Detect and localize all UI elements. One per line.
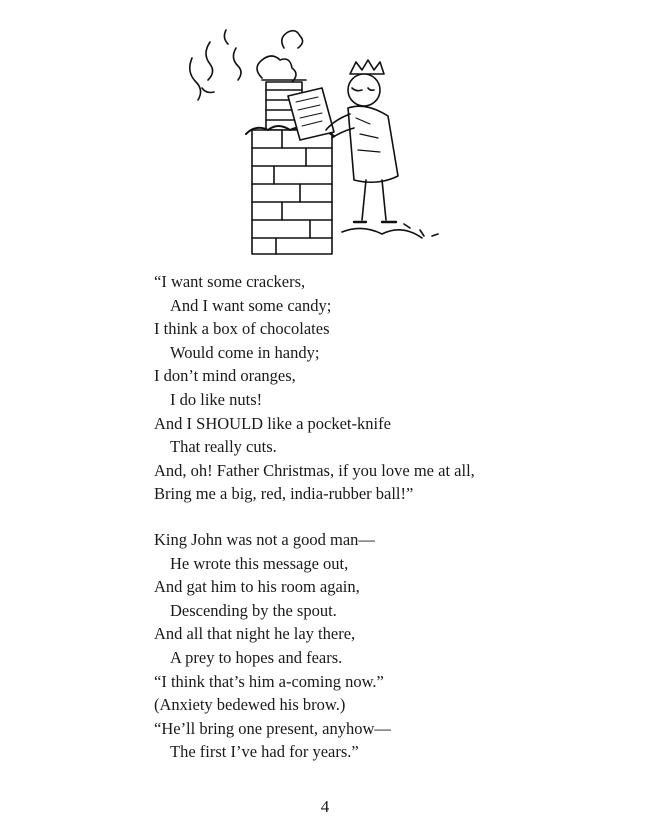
poem-line: I don’t mind oranges, [154, 366, 296, 386]
poem-line: And all that night he lay there, [154, 624, 356, 644]
poem-line: And I want some candy; [170, 295, 332, 315]
poem-line: “I want some crackers, [154, 272, 306, 291]
stanza-1 [154, 270, 574, 506]
king-john-chimney-illustration-icon [182, 18, 472, 258]
poem-line: That really cuts. [170, 437, 277, 457]
poem-line: And, oh! Father Christmas, if you love me at all, [154, 460, 475, 480]
poem-line: “I think that’s him a-coming now.” [154, 671, 384, 691]
poem-line: Descending by the spout. [170, 600, 337, 620]
poem-line: A prey to hopes and fears. [170, 647, 343, 667]
poem-line: “He’ll bring one present, anyhow— [154, 718, 391, 738]
poem-line: King John was not a good man— [154, 529, 375, 549]
poem-line: The first I’ve had for years.” [170, 742, 359, 762]
poem-line: I do like nuts! [170, 389, 263, 409]
page-number: 4 [320, 797, 330, 816]
poem-line: And gat him to his room again, [154, 577, 360, 597]
poem-line: He wrote this message out, [170, 553, 349, 573]
poem-line: I think a box of chocolates [154, 319, 330, 339]
poem-line: (Anxiety bedewed his brow.) [154, 695, 346, 715]
poem [154, 270, 574, 764]
stanza-2 [154, 528, 574, 764]
poem-line: Bring me a big, red, india-rubber ball!” [154, 484, 414, 504]
poem-line: Would come in handy; [170, 342, 320, 362]
poem-line: And I SHOULD like a pocket-knife [154, 413, 391, 433]
